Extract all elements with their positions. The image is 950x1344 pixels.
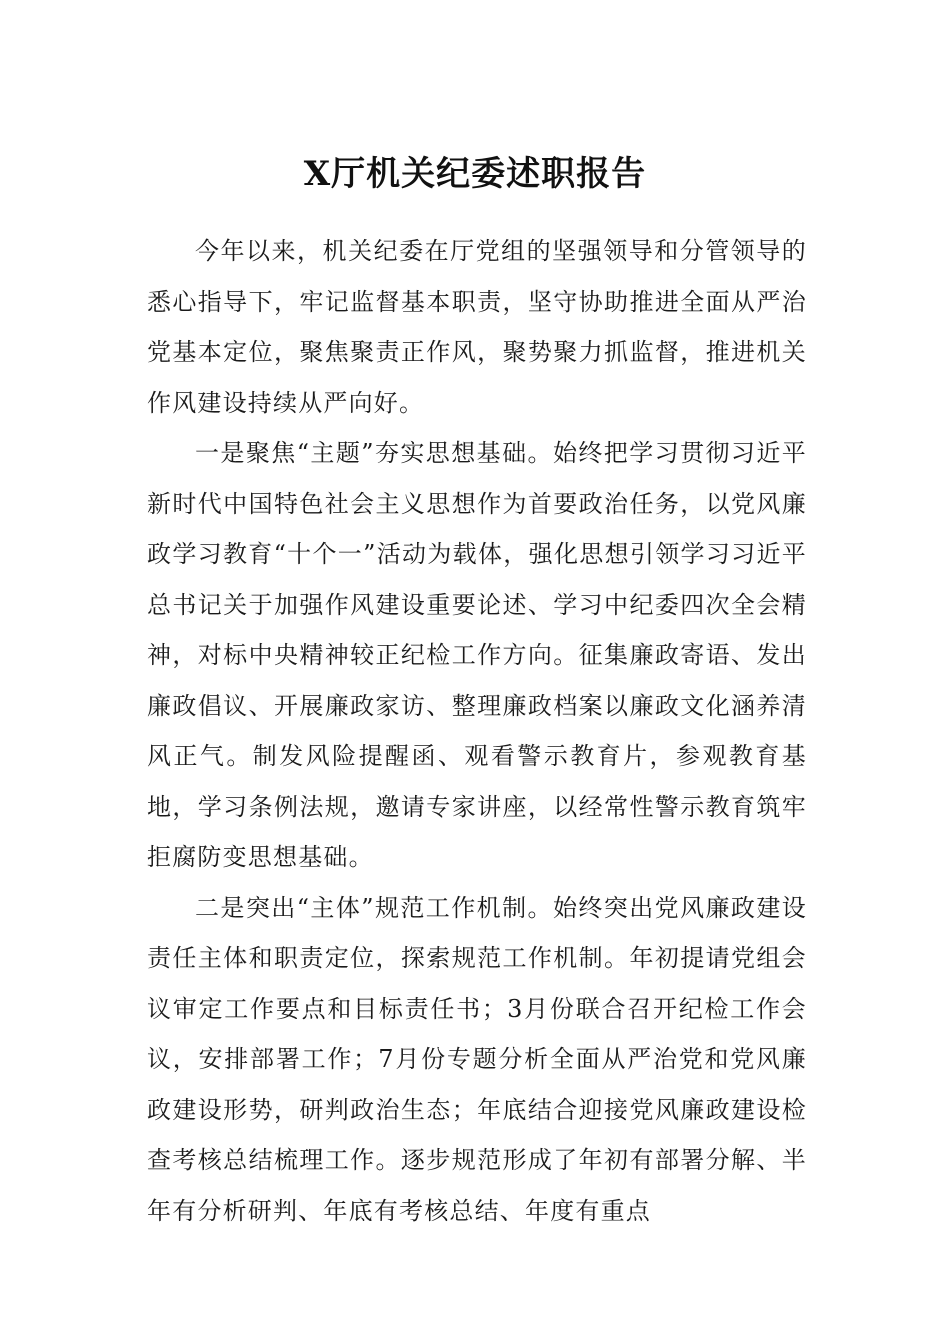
paragraph-theme: 一是聚焦“主题”夯实思想基础。始终把学习贯彻习近平新时代中国特色社会主义思想作为首要政治任务，以党风廉政学习教育“十个一”活动为载体，强化思想引领学习习近平总书记关于加强作风建设重要论述、学习中纪委四次全会精神，对标中央精神较正纪检工作方向。征集廉政寄语、发出廉政倡议、开展廉政家访、整理廉政档案以廉政文化涵养清风正气。制发风险提醒函、观看警示教育片，参观教育基地，学习条例法规，邀请专家讲座，以经常性警示教育筑牢拒腐防变思想基础。: [147, 439, 807, 871]
document-body: [147, 226, 807, 1236]
paragraph-intro: 今年以来，机关纪委在厅党组的坚强领导和分管领导的悉心指导下，牢记监督基本职责，坚守协助推进全面从严治党基本定位，聚焦聚责正作风，聚势聚力抓监督，推进机关作风建设持续从严向好。: [147, 237, 807, 417]
paragraph-mechanism: 二是突出“主体”规范工作机制。始终突出党风廉政建设责任主体和职责定位，探索规范工作机制。年初提请党组会议审定工作要点和目标责任书；3月份联合召开纪检工作会议，安排部署工作；7月份专题分析全面从严治党和党风廉政建设形势，研判政治生态；年底结合迎接党风廉政建设检查考核总结梳理工作。逐步规范形成了年初有部署分解、半年有分析研判、年底有考核总结、年度有重点: [147, 893, 807, 1225]
document-title: X厅机关纪委述职报告: [303, 154, 647, 194]
